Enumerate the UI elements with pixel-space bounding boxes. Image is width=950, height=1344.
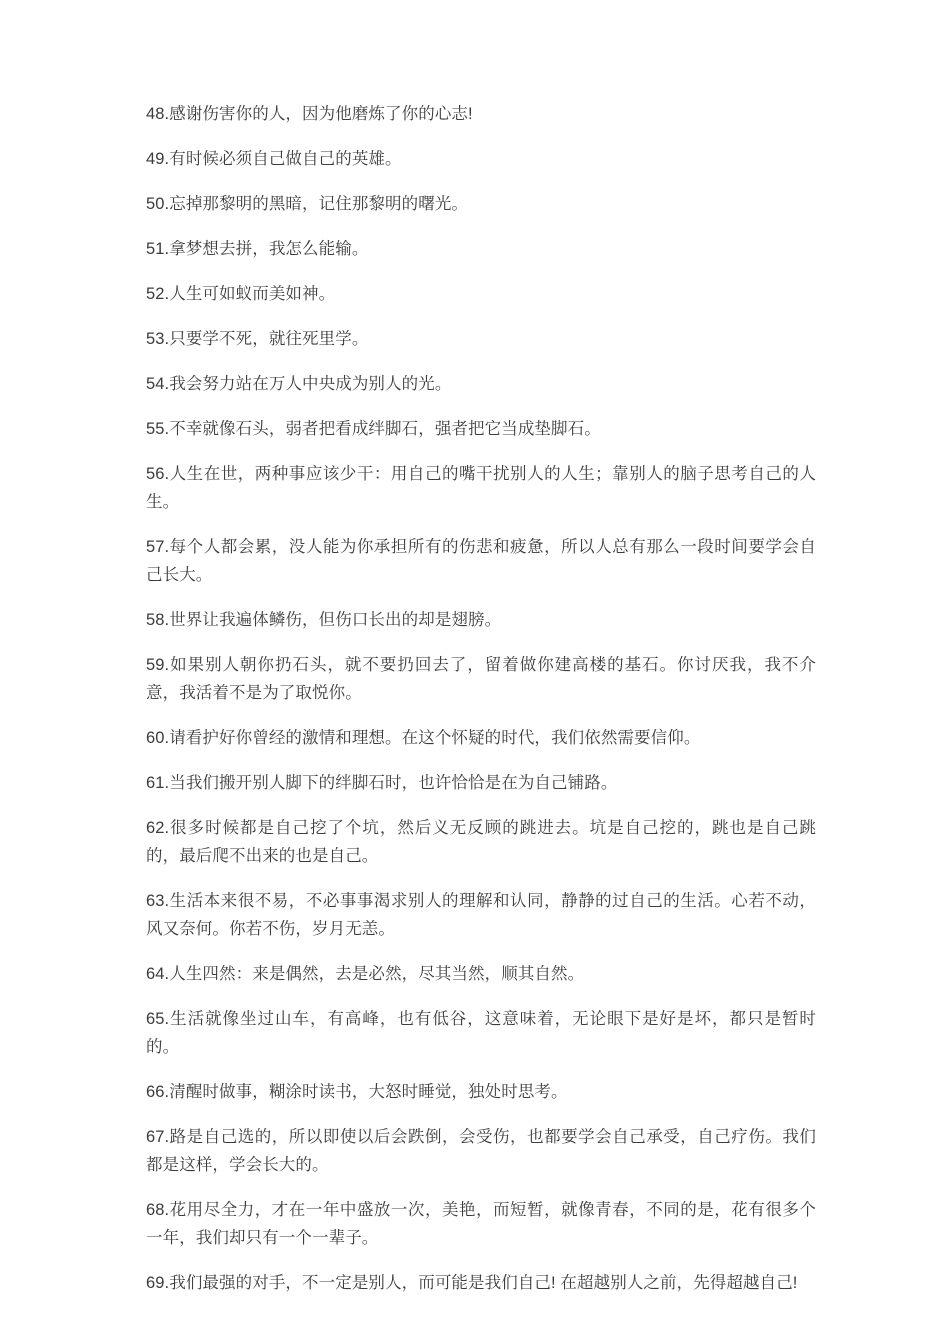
quote-item: 48.感谢伤害你的人，因为他磨炼了你的心志! bbox=[146, 105, 473, 123]
quote-item: 51.拿梦想去拼，我怎么能输。 bbox=[146, 240, 369, 258]
quote-item: 60.请看护好你曾经的激情和理想。在这个怀疑的时代，我们依然需要信仰。 bbox=[146, 729, 701, 747]
quote-item: 64.人生四然：来是偶然，去是必然，尽其当然，顺其自然。 bbox=[146, 965, 585, 983]
quote-item: 54.我会努力站在万人中央成为别人的光。 bbox=[146, 375, 452, 393]
quote-item: 50.忘掉那黎明的黑暗，记住那黎明的曙光。 bbox=[146, 195, 469, 213]
quote-item: 53.只要学不死，就往死里学。 bbox=[146, 330, 369, 348]
quote-item: 56.人生在世，两种事应该少干：用自己的嘴干扰别人的人生；靠别人的脑子思考自己的人生。 bbox=[146, 465, 816, 511]
quote-item: 62.很多时候都是自己挖了个坑，然后义无反顾的跳进去。坑是自己挖的，跳也是自己跳的，最后爬不出来的也是自己。 bbox=[146, 819, 816, 865]
quote-item: 59.如果别人朝你扔石头，就不要扔回去了，留着做你建高楼的基石。你讨厌我，我不介意，我活着不是为了取悦你。 bbox=[146, 656, 816, 702]
quote-item: 52.人生可如蚁而美如神。 bbox=[146, 285, 336, 303]
quote-item: 68.花用尽全力，才在一年中盛放一次，美艳，而短暂，就像青春，不同的是，花有很多个一年，我们却只有一个一辈子。 bbox=[146, 1201, 816, 1247]
quote-item: 69.我们最强的对手，不一定是别人，而可能是我们自己! 在超越别人之前，先得超越自己! bbox=[146, 1274, 798, 1292]
quote-item: 55.不幸就像石头，弱者把看成绊脚石，强者把它当成垫脚石。 bbox=[146, 420, 601, 438]
quote-item: 58.世界让我遍体鳞伤，但伤口长出的却是翅膀。 bbox=[146, 611, 502, 629]
quote-item: 65.生活就像坐过山车，有高峰，也有低谷，这意味着，无论眼下是好是坏，都只是暂时的。 bbox=[146, 1010, 816, 1056]
quote-item: 66.清醒时做事，糊涂时读书，大怒时睡觉，独处时思考。 bbox=[146, 1083, 568, 1101]
quote-item: 49.有时候必须自己做自己的英雄。 bbox=[146, 150, 402, 168]
quote-list bbox=[146, 100, 816, 1297]
quote-item: 57.每个人都会累，没人能为你承担所有的伤悲和疲惫，所以人总有那么一段时间要学会自己长大。 bbox=[146, 538, 816, 584]
quote-item: 67.路是自己选的，所以即使以后会跌倒，会受伤，也都要学会自己承受，自己疗伤。我们都是这样，学会长大的。 bbox=[146, 1128, 816, 1174]
quote-item: 61.当我们搬开别人脚下的绊脚石时，也许恰恰是在为自己铺路。 bbox=[146, 774, 618, 792]
quote-item: 63.生活本来很不易，不必事事渴求别人的理解和认同，静静的过自己的生活。心若不动，风又奈何。你若不伤，岁月无恙。 bbox=[146, 892, 816, 938]
